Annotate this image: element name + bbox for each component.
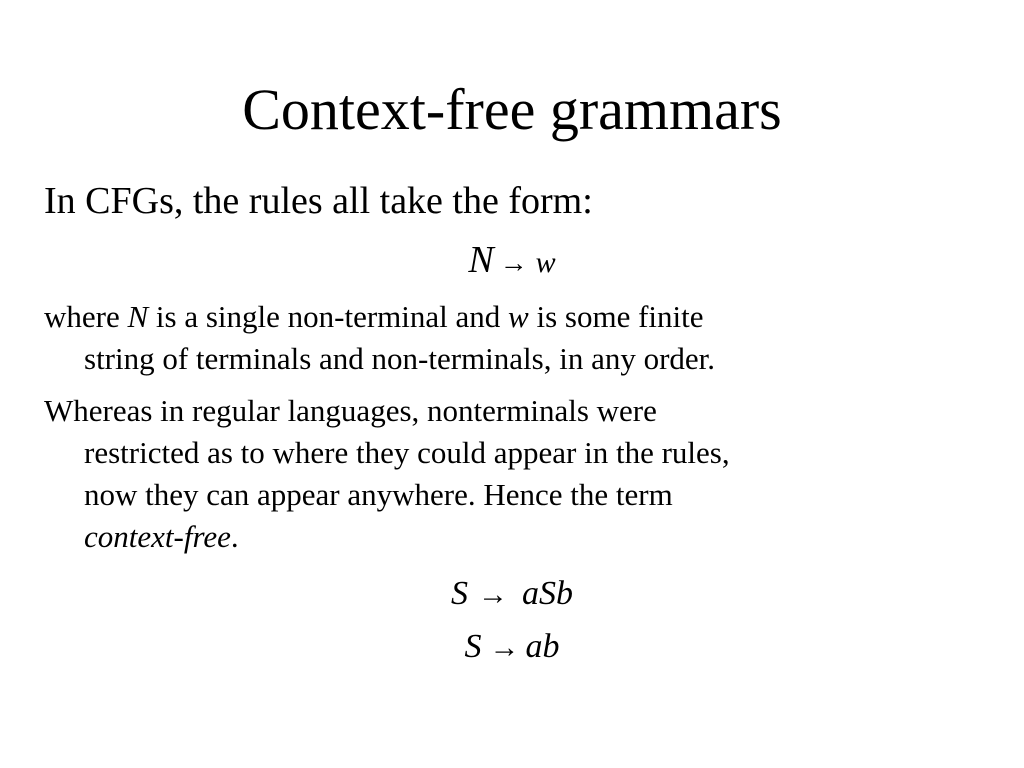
arrow-icon: → (499, 248, 528, 279)
rule-form-formula (0, 238, 1024, 286)
rule-form-lhs: N (468, 239, 494, 281)
example-rule-2-rhs: ab (525, 628, 560, 665)
arrow-icon: → (478, 578, 508, 611)
example-rule-2-lhs: S (464, 628, 482, 665)
where-line-1 (44, 296, 715, 338)
whereas-line-3: now they can appear anywhere. Hence the term (84, 477, 673, 512)
slide-title: Context-free grammars (242, 77, 782, 142)
arrow-icon: → (489, 631, 520, 664)
context-free-term: context-free (84, 519, 231, 554)
example-rule-1-rhs: aSb (522, 575, 573, 612)
rule-form-rhs: w (535, 246, 556, 279)
whereas-line-2: restricted as to where they could appear in the rules, (84, 435, 730, 470)
example-rule-2 (0, 625, 1024, 670)
whereas-line-4 (44, 516, 730, 558)
whereas-period: . (230, 519, 239, 554)
where-text-b: is a single non-terminal and (148, 299, 509, 334)
where-text-c: is some finite (528, 299, 704, 334)
where-text-a: where (44, 299, 128, 334)
whereas-line-1: Whereas in regular languages, nonterminals were (44, 393, 657, 428)
example-rule-1-lhs: S (451, 575, 468, 612)
where-paragraph (44, 296, 715, 380)
example-rule-1 (0, 572, 1024, 617)
where-var-w: w (508, 299, 529, 334)
where-line-2: string of terminals and non-terminals, in any order. (84, 341, 716, 376)
intro-text: In CFGs, the rules all take the form: (44, 180, 593, 222)
whereas-paragraph (44, 390, 730, 558)
where-var-n: N (127, 299, 149, 334)
